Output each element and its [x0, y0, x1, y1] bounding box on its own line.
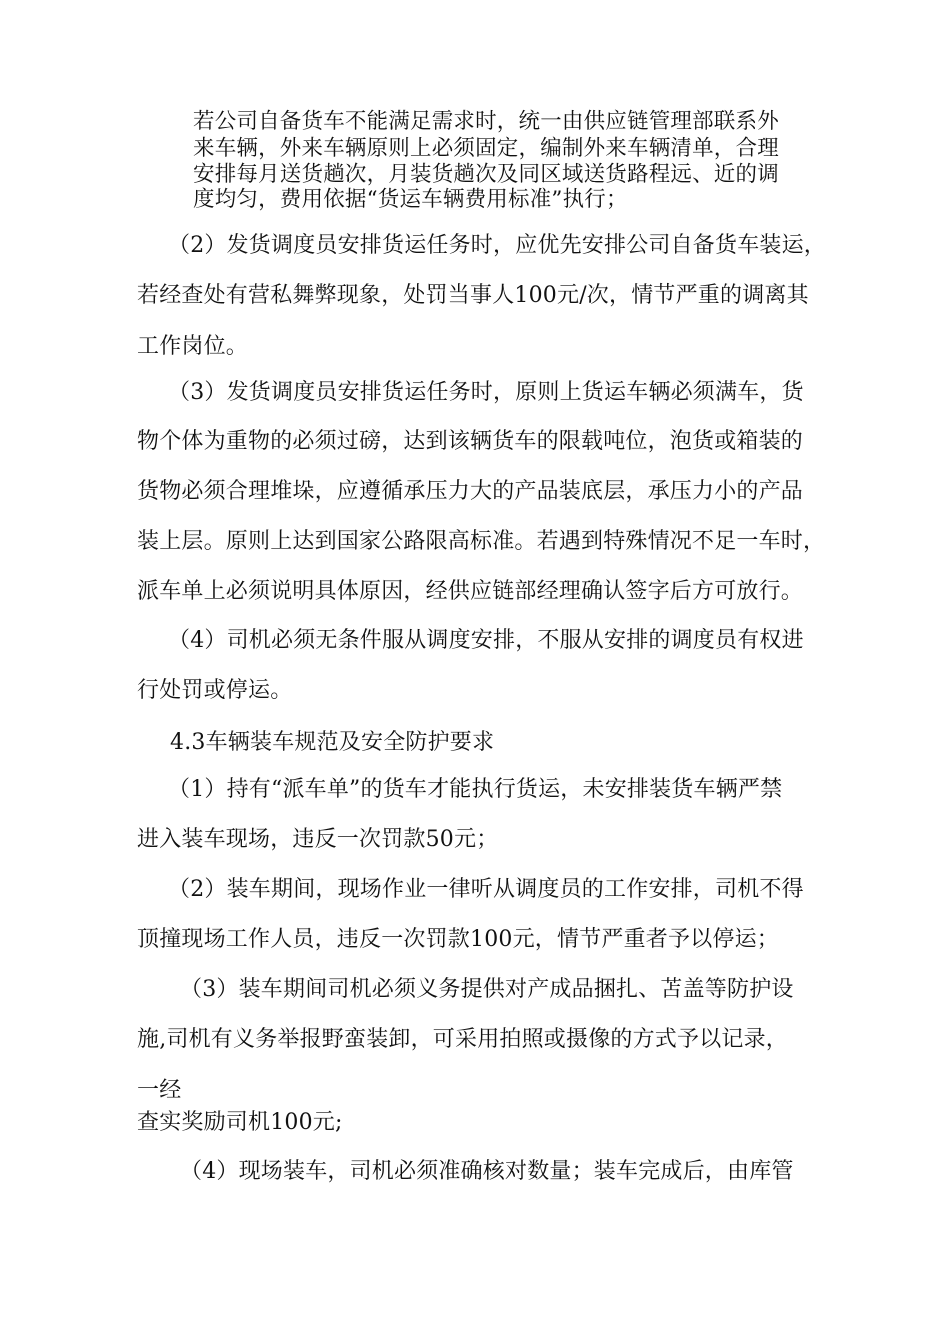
text-line: 派车单上必须说明具体原因，经供应链部经理确认签字后方可放行。	[137, 579, 804, 604]
text-line: 来车辆，外来车辆原则上必须固定，编制外来车辆清单，合理	[193, 136, 779, 161]
text-line: （3）发货调度员安排货运任务时，原则上货运车辆必须满车，货	[168, 380, 804, 405]
text-line: 若经查处有营私舞弊现象，处罚当事人100元/次，情节严重的调离其	[137, 283, 809, 308]
text-line: （2）装车期间，现场作业一律听从调度员的工作安排，司机不得	[168, 877, 804, 902]
text-line: 货物必须合理堆垛，应遵循承压力大的产品装底层，承压力小的产品	[137, 479, 804, 504]
text-line: （1）持有“派车单”的货车才能执行货运，未安排装货车辆严禁	[168, 777, 783, 802]
text-line: 度均匀，费用依据“货运车辆费用标准”执行；	[193, 187, 628, 212]
text-line: 安排每月送货趟次，月装货趟次及同区域送货路程远、近的调	[193, 162, 779, 187]
text-line: 顶撞现场工作人员，违反一次罚款100元，情节严重者予以停运；	[137, 927, 779, 952]
text-line: 一经	[137, 1078, 182, 1103]
text-line: （4）司机必须无条件服从调度安排，不服从安排的调度员有权进	[168, 628, 804, 653]
text-line: （2）发货调度员安排货运任务时，应优先安排公司自备货车装运，	[168, 233, 826, 258]
text-line: （4）现场装车，司机必须准确核对数量；装车完成后，由库管	[180, 1159, 794, 1184]
text-line: 施,司机有义务举报野蛮装卸，可采用拍照或摄像的方式予以记录，	[137, 1027, 788, 1052]
text-line: 行处罚或停运。	[137, 678, 293, 703]
section-heading: 4.3车辆装车规范及安全防护要求	[170, 730, 495, 755]
text-line: 若公司自备货车不能满足需求时，统一由供应链管理部联系外	[193, 109, 779, 134]
text-line: 进入装车现场，违反一次罚款50元；	[137, 827, 499, 852]
text-line: （3）装车期间司机必须义务提供对产成品捆扎、苫盖等防护设	[180, 977, 794, 1002]
text-line: 查实奖励司机100元;	[137, 1110, 343, 1135]
text-line: 工作岗位。	[137, 334, 249, 359]
text-line: 物个体为重物的必须过磅，达到该辆货车的限载吨位，泡货或箱装的	[137, 429, 804, 454]
text-line: 装上层。原则上达到国家公路限高标准。若遇到特殊情况不足一车时，	[137, 529, 826, 554]
